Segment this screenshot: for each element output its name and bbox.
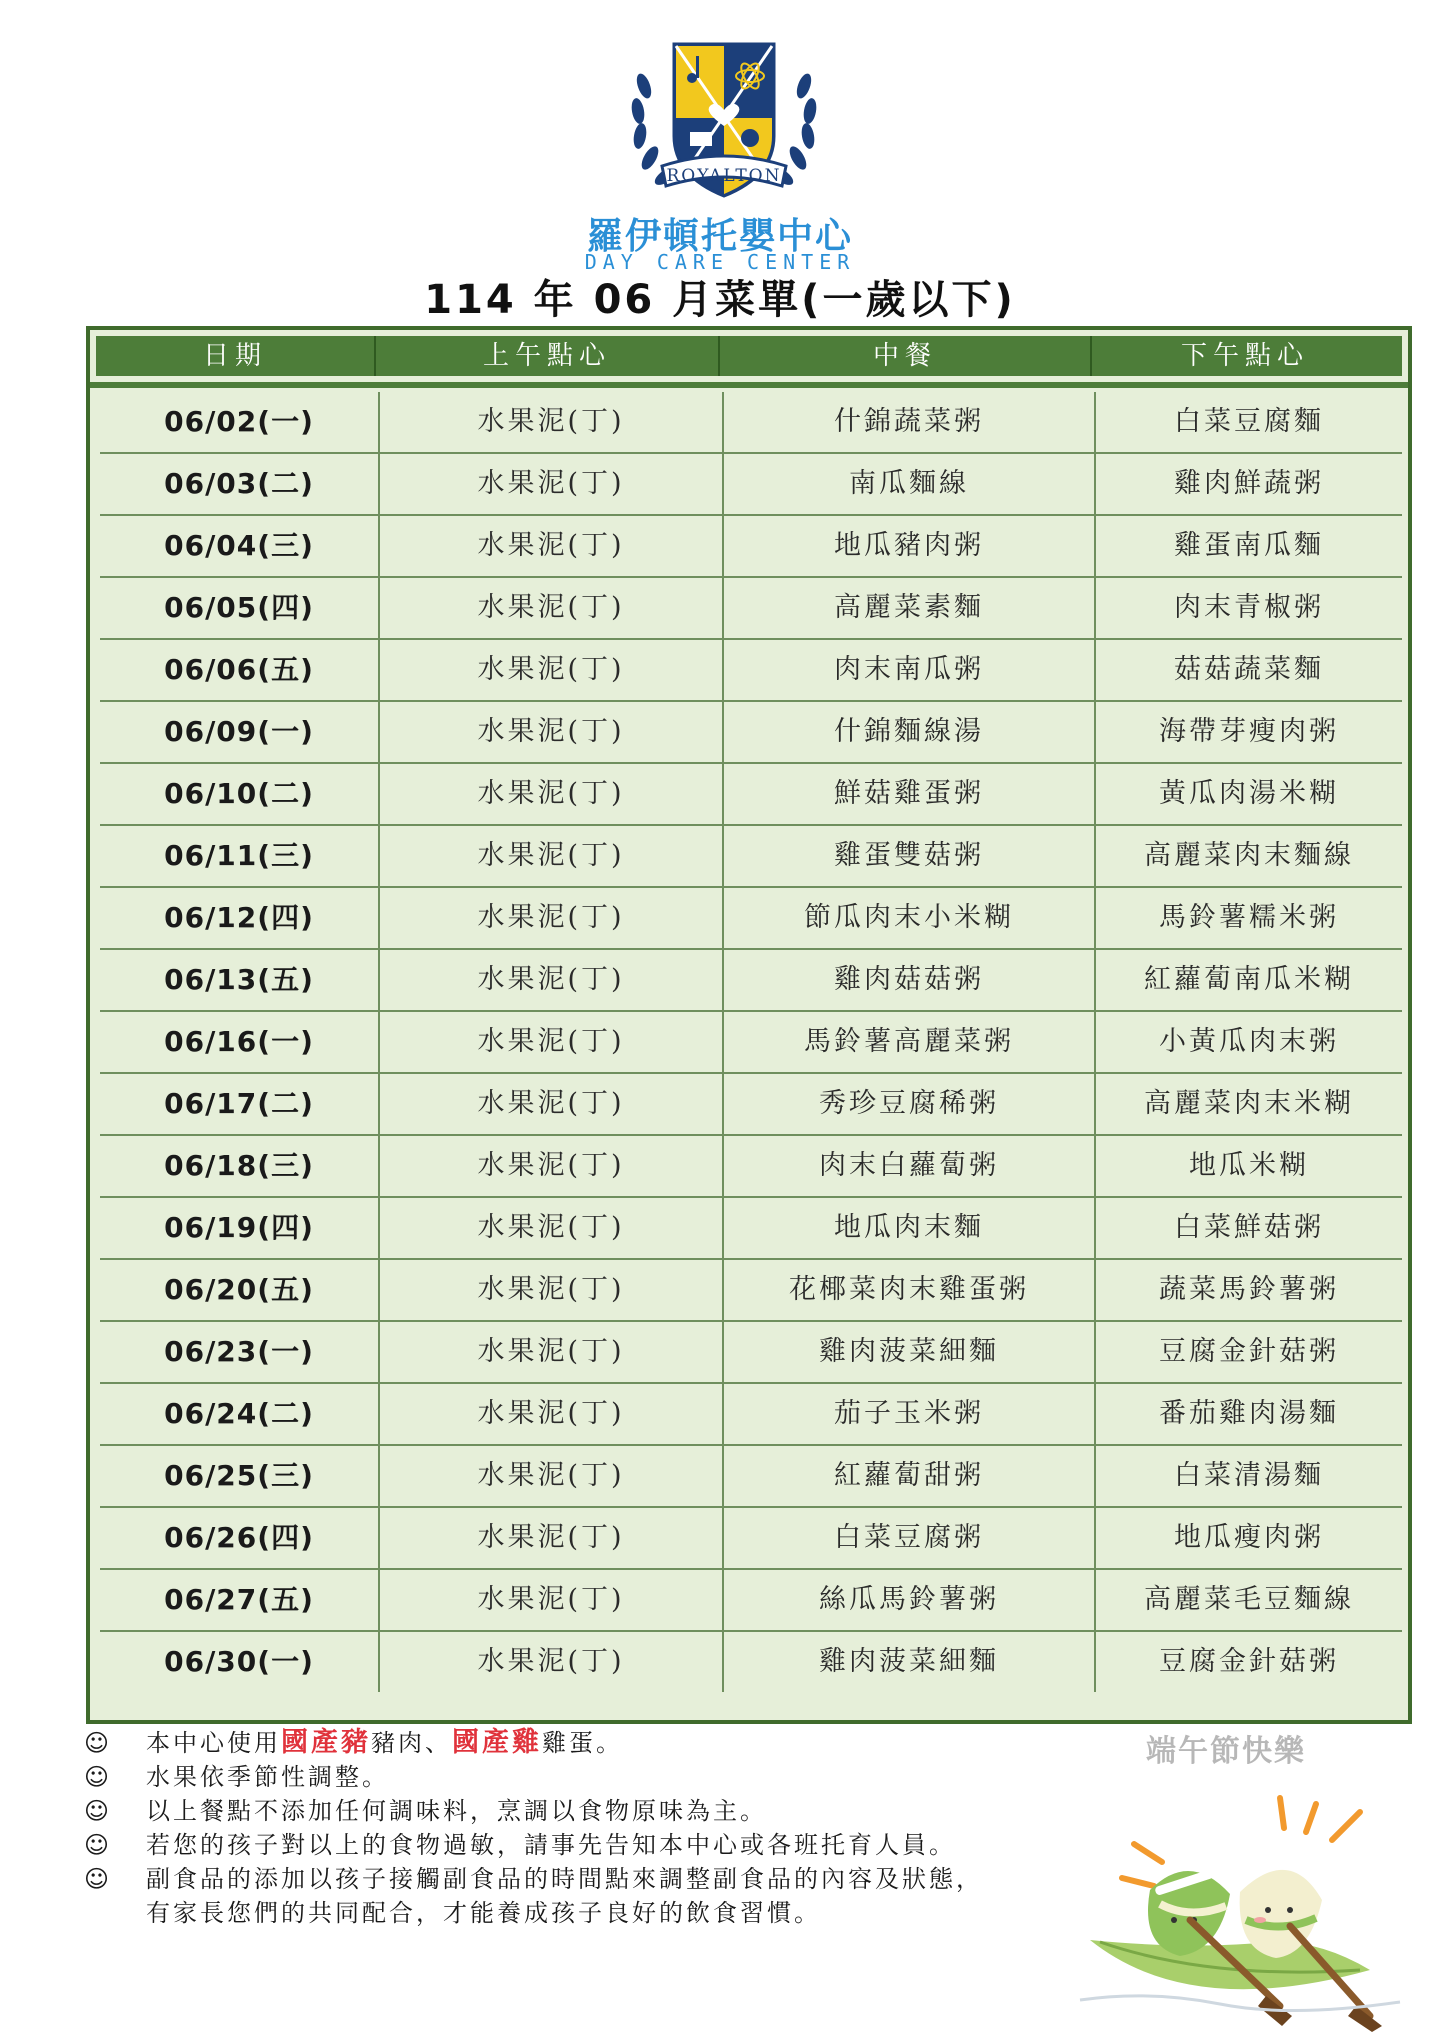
note-text: 本中心使用 [146,1729,281,1757]
table-row [100,1446,1402,1508]
lunch-cell: 肉末白蘿蔔粥 [724,1136,1096,1196]
center-name-en: DAY CARE CENTER [584,250,856,274]
pm-snack-cell: 蔬菜馬鈴薯粥 [1159,1274,1339,1305]
pm-snack-cell: 地瓜瘦肉粥 [1174,1522,1324,1553]
note-item [84,1726,1064,1760]
smiley-icon: ☺ [84,1831,113,1859]
am-snack-cell: 水果泥(丁) [380,392,724,452]
note-text: 豬肉、 [371,1729,452,1757]
note-item [84,1760,1064,1794]
date-cell: 06/03(二) [100,454,380,514]
smiley-icon: ☺ [84,1865,113,1893]
pm-snack-cell: 菇菇蔬菜麵 [1174,654,1324,685]
pm-snack-cell: 雞肉鮮蔬粥 [1174,468,1324,499]
header-divider [90,382,1408,388]
note-text: 副食品的添加以孩子接觸副食品的時間點來調整副食品的內容及狀態， [146,1865,983,1893]
table-row [100,1012,1402,1074]
date-cell: 06/04(三) [100,516,380,576]
pm-snack-cell: 白菜清湯麵 [1174,1460,1324,1491]
table-row [100,392,1402,454]
date-cell: 06/05(四) [100,578,380,638]
menu-table [86,326,1412,1724]
lunch-cell: 白菜豆腐粥 [724,1508,1096,1568]
lunch-cell: 地瓜肉末麵 [724,1198,1096,1258]
table-row [100,1508,1402,1570]
date-cell: 06/06(五) [100,640,380,700]
am-snack-cell: 水果泥(丁) [380,1198,724,1258]
lunch-cell: 高麗菜素麵 [724,578,1096,638]
column-header-date: 日期 [96,336,376,376]
date-cell: 06/26(四) [100,1508,380,1568]
lunch-cell: 雞蛋雙菇粥 [724,826,1096,886]
table-body [100,392,1402,1694]
table-row [100,950,1402,1012]
notes [84,1726,1064,1930]
pm-snack-cell: 豆腐金針菇粥 [1159,1646,1339,1677]
pm-snack-cell: 馬鈴薯糯米粥 [1159,902,1339,933]
note-text: 以上餐點不添加任何調味料，烹調以食物原味為主。 [146,1797,767,1825]
logo-banner-text: ROYALTON [666,166,782,186]
header [0,30,1440,280]
note-text: 雞蛋。 [542,1729,623,1757]
smiley-icon: ☺ [84,1763,113,1791]
pm-snack-cell: 黃瓜肉湯米糊 [1159,778,1339,809]
am-snack-cell: 水果泥(丁) [380,950,724,1010]
table-row [100,826,1402,888]
am-snack-cell: 水果泥(丁) [380,1632,724,1692]
lunch-cell: 鮮菇雞蛋粥 [724,764,1096,824]
table-row [100,764,1402,826]
pm-snack-cell: 海帶芽瘦肉粥 [1159,716,1339,747]
table-row [100,888,1402,950]
date-cell: 06/16(一) [100,1012,380,1072]
table-row [100,1322,1402,1384]
table-row [100,516,1402,578]
note-text: 水果依季節性調整。 [146,1763,389,1791]
pm-snack-cell: 番茄雞肉湯麵 [1159,1398,1339,1429]
am-snack-cell: 水果泥(丁) [380,1260,724,1320]
table-row [100,454,1402,516]
table-row [100,640,1402,702]
date-cell: 06/27(五) [100,1570,380,1630]
lunch-cell: 什錦蔬菜粥 [724,392,1096,452]
table-row [100,578,1402,640]
lunch-cell: 雞肉菠菜細麵 [724,1322,1096,1382]
date-cell: 06/11(三) [100,826,380,886]
pm-snack-cell: 高麗菜毛豆麵線 [1144,1584,1354,1615]
am-snack-cell: 水果泥(丁) [380,1384,724,1444]
am-snack-cell: 水果泥(丁) [380,826,724,886]
note-text: 有家長您們的共同配合，才能養成孩子良好的飲食習慣。 [146,1899,821,1927]
pm-snack-cell: 小黃瓜肉末粥 [1159,1026,1339,1057]
lunch-cell: 絲瓜馬鈴薯粥 [724,1570,1096,1630]
lunch-cell: 肉末南瓜粥 [724,640,1096,700]
pm-snack-cell: 高麗菜肉末麵線 [1144,840,1354,871]
am-snack-cell: 水果泥(丁) [380,1446,724,1506]
am-snack-cell: 水果泥(丁) [380,454,724,514]
pm-snack-cell: 高麗菜肉末米糊 [1144,1088,1354,1119]
table-row [100,1632,1402,1694]
date-cell: 06/30(一) [100,1632,380,1692]
smiley-icon: ☺ [84,1797,113,1825]
pm-snack-cell: 紅蘿蔔南瓜米糊 [1144,964,1354,995]
am-snack-cell: 水果泥(丁) [380,640,724,700]
pm-snack-cell: 肉末青椒粥 [1174,592,1324,623]
date-cell: 06/20(五) [100,1260,380,1320]
table-row [100,702,1402,764]
note-highlight: 國產豬 [281,1727,371,1758]
date-cell: 06/23(一) [100,1322,380,1382]
am-snack-cell: 水果泥(丁) [380,1508,724,1568]
lunch-cell: 茄子玉米粥 [724,1384,1096,1444]
lunch-cell: 花椰菜肉末雞蛋粥 [724,1260,1096,1320]
lunch-cell: 雞肉菇菇粥 [724,950,1096,1010]
pm-snack-cell: 白菜豆腐麵 [1174,406,1324,437]
lunch-cell: 馬鈴薯高麗菜粥 [724,1012,1096,1072]
zongzi-illustration [1070,1770,1430,2032]
lunch-cell: 什錦麵線湯 [724,702,1096,762]
festival-greeting: 端午節快樂 [1146,1734,1306,1769]
lunch-cell: 節瓜肉末小米糊 [724,888,1096,948]
am-snack-cell: 水果泥(丁) [380,578,724,638]
lunch-cell: 地瓜豬肉粥 [724,516,1096,576]
lunch-cell: 紅蘿蔔甜粥 [724,1446,1096,1506]
table-row [100,1136,1402,1198]
table-row [100,1570,1402,1632]
lunch-cell: 秀珍豆腐稀粥 [724,1074,1096,1134]
am-snack-cell: 水果泥(丁) [380,1012,724,1072]
note-text: 若您的孩子對以上的食物過敏，請事先告知本中心或各班托育人員。 [146,1831,956,1859]
am-snack-cell: 水果泥(丁) [380,764,724,824]
am-snack-cell: 水果泥(丁) [380,888,724,948]
date-cell: 06/17(二) [100,1074,380,1134]
book-icon [690,132,712,146]
smiley-icon: ☺ [84,1729,113,1757]
column-header-lunch: 中餐 [720,336,1092,376]
date-cell: 06/18(三) [100,1136,380,1196]
pm-snack-cell: 地瓜米糊 [1189,1150,1309,1181]
am-snack-cell: 水果泥(丁) [380,1136,724,1196]
date-cell: 06/02(一) [100,392,380,452]
am-snack-cell: 水果泥(丁) [380,1570,724,1630]
table-row [100,1384,1402,1446]
date-cell: 06/24(二) [100,1384,380,1444]
lunch-cell: 南瓜麵線 [724,454,1096,514]
date-cell: 06/09(一) [100,702,380,762]
date-cell: 06/10(二) [100,764,380,824]
pm-snack-cell: 雞蛋南瓜麵 [1174,530,1324,561]
pm-snack-cell: 白菜鮮菇粥 [1174,1212,1324,1243]
am-snack-cell: 水果泥(丁) [380,1074,724,1134]
table-row [100,1260,1402,1322]
note-item [84,1794,1064,1828]
date-cell: 06/19(四) [100,1198,380,1258]
am-snack-cell: 水果泥(丁) [380,516,724,576]
table-row [100,1198,1402,1260]
date-cell: 06/12(四) [100,888,380,948]
page-title: 114 年 06 月菜單(一歲以下) [424,277,1016,323]
note-highlight: 國產雞 [452,1727,542,1758]
lunch-cell: 雞肉菠菜細麵 [724,1632,1096,1692]
note-item [84,1862,1064,1896]
pm-snack-cell: 豆腐金針菇粥 [1159,1336,1339,1367]
table-row [100,1074,1402,1136]
date-cell: 06/13(五) [100,950,380,1010]
date-cell: 06/25(三) [100,1446,380,1506]
palette-icon [741,129,759,147]
royalton-crest-logo [614,36,834,226]
note-item [84,1828,1064,1862]
column-header-am-snack: 上午點心 [376,336,720,376]
center-name-cn: 羅伊頓托嬰中心 [586,216,853,257]
table-header [96,336,1402,376]
am-snack-cell: 水果泥(丁) [380,1322,724,1382]
column-header-pm-snack: 下午點心 [1180,341,1309,371]
am-snack-cell: 水果泥(丁) [380,702,724,762]
